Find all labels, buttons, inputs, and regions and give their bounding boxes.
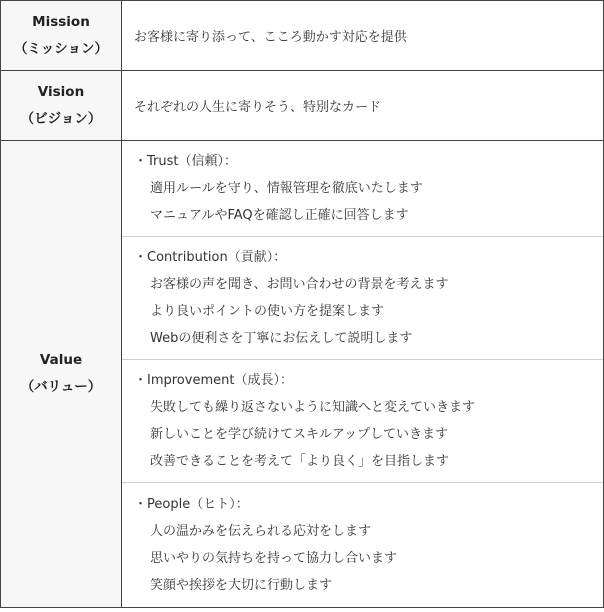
value-item-improvement: [122, 359, 603, 482]
value-item-line: マニュアルやFAQを確認し正確に回答します: [150, 207, 409, 223]
value-item-line: Webの便利さを丁寧にお伝えして説明します: [150, 330, 413, 346]
mission-row: [1, 1, 604, 71]
mission-header: [1, 1, 122, 71]
value-item-line: より良いポイントの使い方を提案します: [150, 303, 385, 319]
value-item-line: 失敗しても繰り返さないように知識へと変えていきます: [150, 400, 476, 416]
value-title: Value: [39, 352, 83, 368]
value-item-line: 笑顔や挨拶を大切に行動します: [150, 578, 333, 594]
value-item-contribution: [122, 236, 603, 359]
vision-text: それぞれの人生に寄りそう、特別なカード: [122, 71, 604, 141]
value-row: [1, 141, 604, 608]
value-header: [1, 141, 122, 608]
value-content: [122, 141, 604, 608]
value-item-line: 人の温かみを伝えられる応対をします: [150, 524, 372, 540]
value-item-line: お客様の声を聞き、お問い合わせの背景を考えます: [150, 276, 449, 292]
vision-row: [1, 71, 604, 141]
vision-subtitle: （ビジョン）: [20, 110, 102, 127]
mission-subtitle: （ミッション）: [14, 40, 108, 57]
mission-title: Mission: [32, 13, 90, 30]
value-item-title: ・Contribution（貢献）：: [134, 249, 287, 265]
value-item-title: ・Trust（信頼）：: [134, 153, 237, 169]
value-item-line: 適用ルールを守り、情報管理を徹底いたします: [150, 180, 423, 196]
value-item-line: 改善できることを考えて「より良く」を目指します: [150, 454, 450, 470]
value-item-people: [122, 483, 603, 607]
value-list: [122, 141, 603, 607]
value-item-line: 思いやりの気持ちを持って協力し合います: [150, 551, 398, 567]
mission-text: お客様に寄り添って、こころ動かす対応を提供: [122, 1, 604, 71]
vision-header: [1, 71, 122, 141]
value-item-title: ・People（ヒト）：: [134, 497, 249, 513]
value-item-title: ・Improvement（成長）：: [134, 373, 293, 389]
vision-title: Vision: [37, 83, 85, 100]
value-subtitle: （バリュー）: [20, 379, 102, 395]
value-item-line: 新しいことを学び続けてスキルアップしていきます: [150, 427, 448, 443]
value-item-trust: [122, 141, 603, 236]
